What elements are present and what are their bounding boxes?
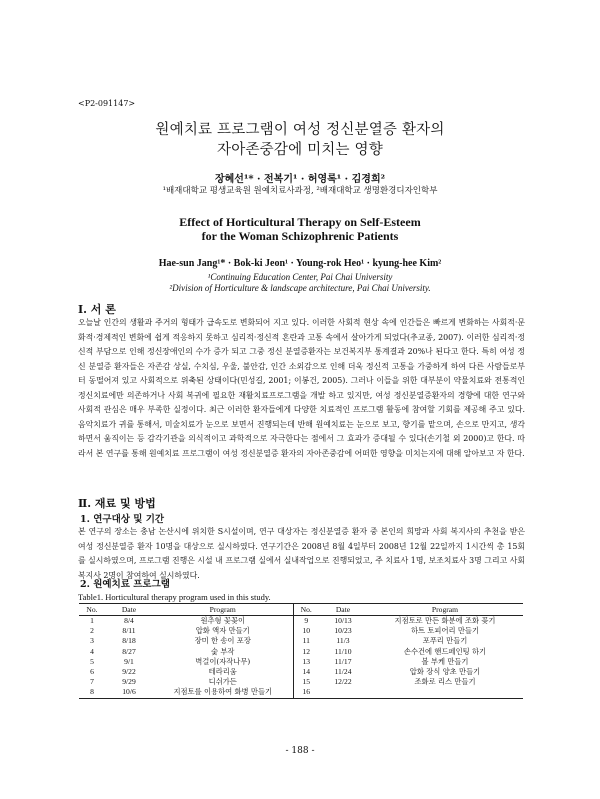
cell-no: 11 — [293, 636, 319, 646]
cell-program: 벽걸이(자작나무) — [195, 656, 251, 666]
cell-program: 디쉬가든 — [208, 677, 237, 687]
cell-date: 9/22 — [122, 667, 136, 677]
cell-program: 조화로 리스 만들기 — [414, 677, 476, 687]
cell-no: 12 — [293, 647, 319, 657]
cell-no: 10 — [293, 626, 319, 636]
subsection-heading-subjects: 1. 연구대상 및 기간 — [80, 514, 165, 525]
cell-no: 3 — [90, 636, 94, 646]
introduction-paragraph: 오늘날 인간의 생활과 주거의 형태가 급속도로 변화되어 지고 있다. 이러한 사회적 현상 속에 인간들은 빠르게 변화하는 사회적·문화적·경제적인 변화에 쉽게 적응하지 못하고 심리적·정신적 혼란과 고통 속에서 살아가게 되었다(추교종, 2007). 이러한 심리적·정신적 부담으로 인해 정신장애인의 수가 증가 되고 그중 정신 분열증환자는 보건복지부 통계결과 20%나 된다고 한다. 특히 여성 정신 분열증 환자들은 자존감 상실, 수치심, 우울, 불안감, 인간 소외감으로 인해 더욱 정신적 고통을 가중하게 하여 다른 사람들로부터 동떨어져 있고 사회적으로 위축된 상태이다(민성길, 2001; 이봉건, 2005). 그러나 이들을 위한 대부분이 약물치료와 전통적인 정신치료에만 의존하거나 사회 복귀에 필요한 재활치료프로그램을 개발 하고 있지만, 여성 정신분열증환자의 경향에 대한 연구와 사회적 관심은 매우 부족한 실정이다. 최근 이러한 환자들에게 다양한 치료적인 프로그램 활동에 참여할 기회를 제공해 주고 있다. 음악치료가 귀를 통해서, 미술치료가 눈으로 보면서 진행되는데 반해 원예치료는 눈으로 보고, 향기를 맡으며, 손으로 만지고, 생각하면서 움직이는 등 감각기관을 의식적이고 과학적으로 자극한다는 점에서 그 효과가 증대될 수 있다(손기철 외 2000)고 한다. 따라서 본 연구를 통해 원예치료 프로그램이 여성 정신분열증 환자의 자아존중감에 어떠한 영향을 미치는지에 대해 알아보고 자 한다. — [78, 318, 525, 458]
affiliation-korean: ¹배재대학교 평생교육원 원예치료사과정, ²배재대학교 생명환경디자인학부 — [162, 186, 438, 196]
page-number: - 188 - — [285, 746, 315, 756]
cell-no: 8 — [79, 687, 105, 698]
cell-date: 10/23 — [334, 626, 352, 636]
header-no: No. — [293, 604, 319, 616]
authors-english: Hae-sun Jang¹* · Bok-ki Jeon¹ · Young-rok Heo¹ · kyung-hee Kim² — [158, 258, 442, 269]
cell-date: 8/11 — [122, 626, 136, 636]
cell-program: 포푸리 만들기 — [422, 636, 468, 646]
table-caption: Table1. Horticultural therapy program used in this study. — [78, 592, 271, 602]
cell-date: 11/10 — [334, 646, 352, 656]
cell-program: 지점토를 이용하여 화병 만들기 — [153, 687, 293, 698]
cell-date: 9/29 — [122, 677, 136, 687]
table-row — [79, 647, 523, 657]
cell-no: 1 — [90, 616, 94, 626]
cell-date: 12/22 — [334, 677, 352, 687]
header-program: Program — [153, 604, 293, 616]
cell-date: 10/13 — [334, 616, 352, 626]
table-row — [79, 616, 523, 627]
table-row — [79, 626, 523, 636]
cell-no: 5 — [90, 656, 94, 666]
cell-date: 11/17 — [334, 656, 352, 666]
table-row — [79, 657, 523, 667]
cell-program: 압화 장식 양초 만들기 — [409, 667, 481, 677]
cell-no: 7 — [90, 677, 94, 687]
cell-program: 볼 부케 만들기 — [421, 656, 469, 666]
table-row — [79, 687, 523, 698]
cell-no: 9 — [293, 616, 319, 627]
cell-program: 압화 액자 만들기 — [195, 626, 250, 636]
cell-date: 8/18 — [122, 636, 136, 646]
cell-no: 13 — [293, 657, 319, 667]
section-heading-introduction: Ⅰ. 서 론 — [78, 303, 116, 316]
cell-date: 9/1 — [124, 656, 134, 666]
cell-date: 11/3 — [336, 636, 350, 646]
authors-korean: 장혜선¹* · 전복기¹ · 허영록¹ · 김경희² — [214, 174, 385, 185]
title-korean-line1: 원예치료 프로그램이 여성 정신분열증 환자의 — [155, 122, 445, 138]
cell-program: 손수건에 핸드페인팅 하기 — [403, 646, 487, 656]
affiliation-english-line2: ²Division of Horticulture & landscape architecture, Pai Chai University. — [169, 283, 431, 293]
header-no: No. — [79, 604, 105, 616]
cell-date: 11/24 — [334, 667, 352, 677]
table-row — [79, 636, 523, 646]
cell-date: 10/6 — [105, 687, 153, 698]
title-english-line2: for the Woman Schizophrenic Patients — [201, 229, 399, 243]
cell-program: 하트 토피어리 만들기 — [410, 626, 480, 636]
cell-date: 8/27 — [122, 646, 136, 656]
table-row — [79, 677, 523, 687]
cell-program: 테라리움 — [208, 667, 237, 677]
cell-program — [367, 687, 523, 698]
cell-program: 지점토로 만든 화분에 조화 꽂기 — [394, 616, 496, 626]
section-heading-methods: Ⅱ. 재료 및 방법 — [78, 497, 156, 510]
subjects-paragraph: 본 연구의 장소는 충남 논산시에 위치한 S시설이며, 연구 대상자는 정신분열증 환자 중 본인의 희망과 사회 복지사의 추천을 받은 여성 정신분열증 환자 10명을 대상으로 실시하였다. 연구기간은 2008년 8월 4일부터 2008년 12월 22일까지 1시간씩 총 15회를 실시하였으며, 프로그램 진행은 시설 내 프로그램 실에서 실내작업으로 진행되었고, 주 치료사 1명, 보조치료사 3명 그리고 사회 복지사 2명이 참여하여 실시하였다. — [78, 527, 525, 580]
cell-no: 14 — [293, 667, 319, 677]
cell-no: 15 — [293, 677, 319, 687]
title-korean-line2: 자아존중감에 미치는 영향 — [217, 142, 383, 158]
subsection-heading-program: 2. 원예치료 프로그램 — [80, 579, 170, 590]
cell-no: 16 — [293, 687, 319, 698]
cell-no: 2 — [90, 626, 94, 636]
header-program: Program — [367, 604, 523, 616]
cell-no: 4 — [90, 646, 94, 656]
table-row — [79, 667, 523, 677]
cell-date — [319, 687, 367, 698]
cell-no: 6 — [90, 667, 94, 677]
table-header-row — [79, 604, 523, 616]
cell-program: 원추형 꽃꽂이 — [200, 616, 246, 626]
cell-program: 장미 한 송이 포장 — [194, 636, 251, 646]
header-date: Date — [319, 604, 367, 616]
program-table — [79, 603, 523, 699]
cell-program: 숯 부작 — [211, 646, 235, 656]
cell-date: 8/4 — [124, 616, 134, 626]
paper-code: <P2-091147> — [78, 99, 136, 108]
title-english-line1: Effect of Horticultural Therapy on Self-Esteem — [179, 215, 421, 229]
affiliation-english-line1: ¹Continuing Education Center, Pai Chai University — [207, 272, 393, 282]
header-date: Date — [105, 604, 153, 616]
